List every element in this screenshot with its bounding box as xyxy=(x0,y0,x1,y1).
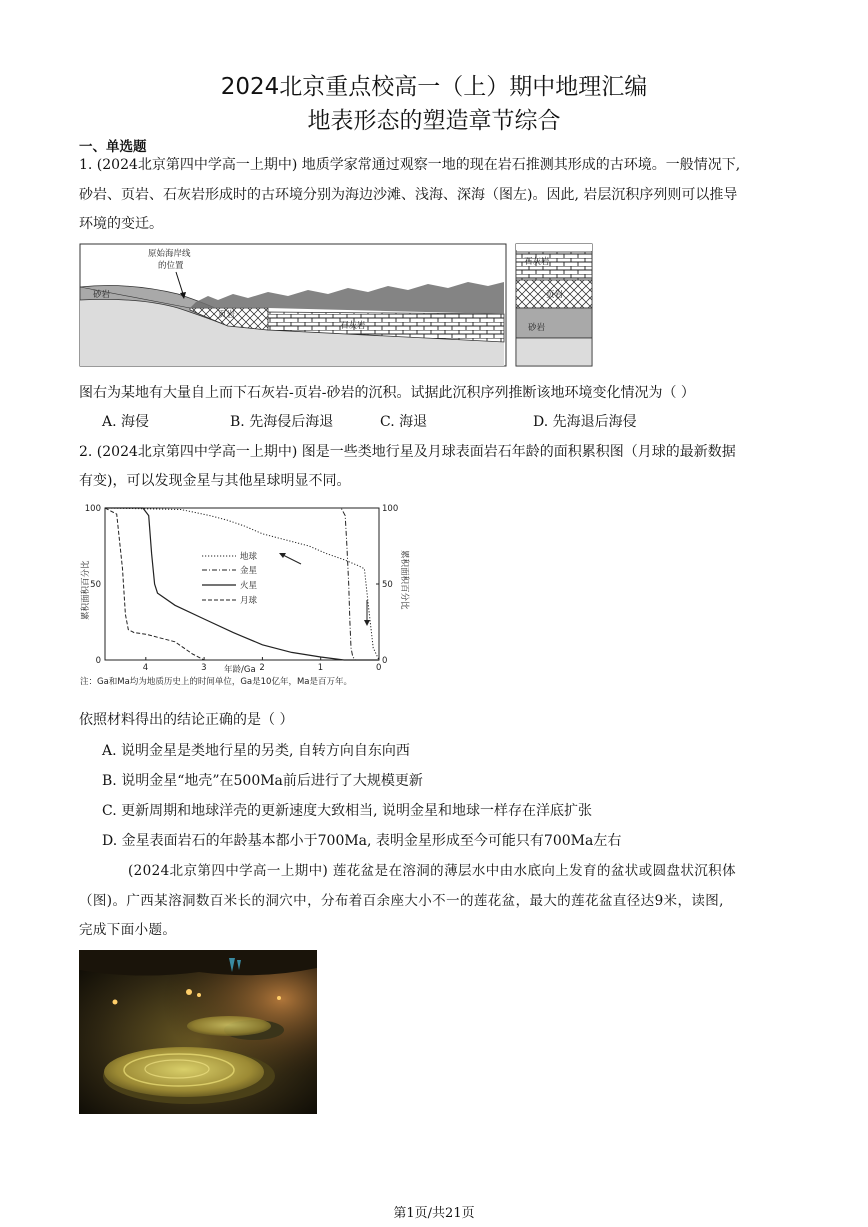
q3-text-line3: 完成下面小题。 xyxy=(79,922,177,938)
q1-stem: 图右为某地有大量自上而下石灰岩-页岩-砂岩的沉积。试据此沉积序列推断该地环境变化情况为（ ） xyxy=(79,385,695,401)
right-shale-label: 页岩 xyxy=(546,290,564,300)
y-tick-label-left: 0 xyxy=(95,656,101,666)
left-cross-section xyxy=(80,244,506,366)
q2-option-b[interactable]: B. 说明金星“地壳”在500Ma前后进行了大规模更新 xyxy=(102,773,423,789)
q1-text-line3: 环境的变迁。 xyxy=(79,216,163,232)
q1-option-b[interactable]: B. 先海侵后海退 xyxy=(230,414,334,430)
q3-text-line1: (2024北京第四中学高一上期中) 莲花盆是在溶洞的薄层水中由水底向上发育的盆状或圆盘状沉积体 xyxy=(128,863,736,879)
q2-option-a[interactable]: A. 说明金星是类地行星的另类, 自转方向自东向西 xyxy=(102,743,410,759)
coast-label-1: 原始海岸线 xyxy=(148,249,191,259)
q1-option-d[interactable]: D. 先海退后海侵 xyxy=(533,414,637,430)
legend-label-earth: 地球 xyxy=(240,552,258,562)
venus-arrowhead xyxy=(364,620,370,626)
y-tick-label-left: 50 xyxy=(90,580,101,590)
y-axis-title-right: 累积面积百分比 xyxy=(399,550,409,610)
legend-label-venus: 金星 xyxy=(240,566,258,576)
lotus-basin-cave-photo xyxy=(79,950,317,1114)
y-tick-label-right: 50 xyxy=(382,580,393,590)
q2-option-d[interactable]: D. 金星表面岩石的年龄基本都小于700Ma, 表明金星形成至今可能只有700Ma左右 xyxy=(102,833,622,849)
chart-legend xyxy=(202,551,258,606)
section-heading: 一、单选题 xyxy=(79,139,147,155)
q2-text-line1: 2. (2024北京第四中学高一上期中) 图是一些类地行星及月球表面岩石年龄的面积累积图（月球的最新数据 xyxy=(79,444,736,460)
y-tick-label-right: 0 xyxy=(382,656,388,666)
q1-sediment-figure xyxy=(78,242,596,372)
left-sandstone-label: 砂岩 xyxy=(93,290,111,300)
q1-text-line2: 砂岩、页岩、石灰岩形成时的古环境分别为海边沙滩、浅海、深海（图左)。因此, 岩层沉积序列则可以推导 xyxy=(79,187,738,203)
q1-option-a[interactable]: A. 海侵 xyxy=(102,414,150,430)
legend-label-moon: 月球 xyxy=(240,596,258,606)
x-tick-label: 2 xyxy=(259,663,265,673)
q1-text-line1: 1. (2024北京第四中学高一上期中) 地质学家常通过观察一地的现在岩石推测其形成的古环境。一般情况下, xyxy=(79,157,741,173)
page-footer: 第1页/共21页 xyxy=(393,1206,475,1221)
q2-text-line2: 有变)，可以发现金星与其他星球明显不同。 xyxy=(79,473,351,489)
right-sandstone-label: 砂岩 xyxy=(528,323,546,333)
y-tick-label-left: 100 xyxy=(84,504,101,514)
page-title: 2024北京重点校高一（上）期中地理汇编 xyxy=(220,74,648,100)
q2-age-area-chart xyxy=(76,500,409,687)
y-tick-label-right: 100 xyxy=(382,504,399,514)
q3-text-line2: （图)。广西某溶洞数百米长的洞穴中，分布着百余座大小不一的莲花盆，最大的莲花盆直径达9米，读图, xyxy=(79,893,724,909)
x-tick-label: 3 xyxy=(201,663,207,673)
chart-note: 注：Ga和Ma均为地质历史上的时间单位，Ga是10亿年，Ma是百万年。 xyxy=(80,677,352,687)
q2-option-c[interactable]: C. 更新周期和地球洋壳的更新速度大致相当, 说明金星和地球一样存在洋底扩张 xyxy=(102,803,593,819)
q2-stem: 依照材料得出的结论正确的是（ ） xyxy=(79,712,294,728)
y-axis-title-left: 累积面积百分比 xyxy=(81,560,91,620)
q1-option-c[interactable]: C. 海退 xyxy=(380,414,428,430)
page-subtitle: 地表形态的塑造章节综合 xyxy=(307,108,561,134)
legend-label-mars: 火星 xyxy=(240,581,258,591)
right-column-section xyxy=(516,244,592,366)
x-axis-title: 年龄/Ga xyxy=(224,665,256,675)
x-tick-label: 1 xyxy=(317,663,324,673)
left-limestone-label: 石灰岩 xyxy=(340,321,366,331)
right-limestone-label: 石灰岩 xyxy=(524,257,550,267)
x-tick-label: 0 xyxy=(376,663,382,673)
x-tick-label: 4 xyxy=(142,663,149,673)
coast-label-2: 的位置 xyxy=(158,261,184,271)
left-shale-label: 页岩 xyxy=(218,310,236,320)
